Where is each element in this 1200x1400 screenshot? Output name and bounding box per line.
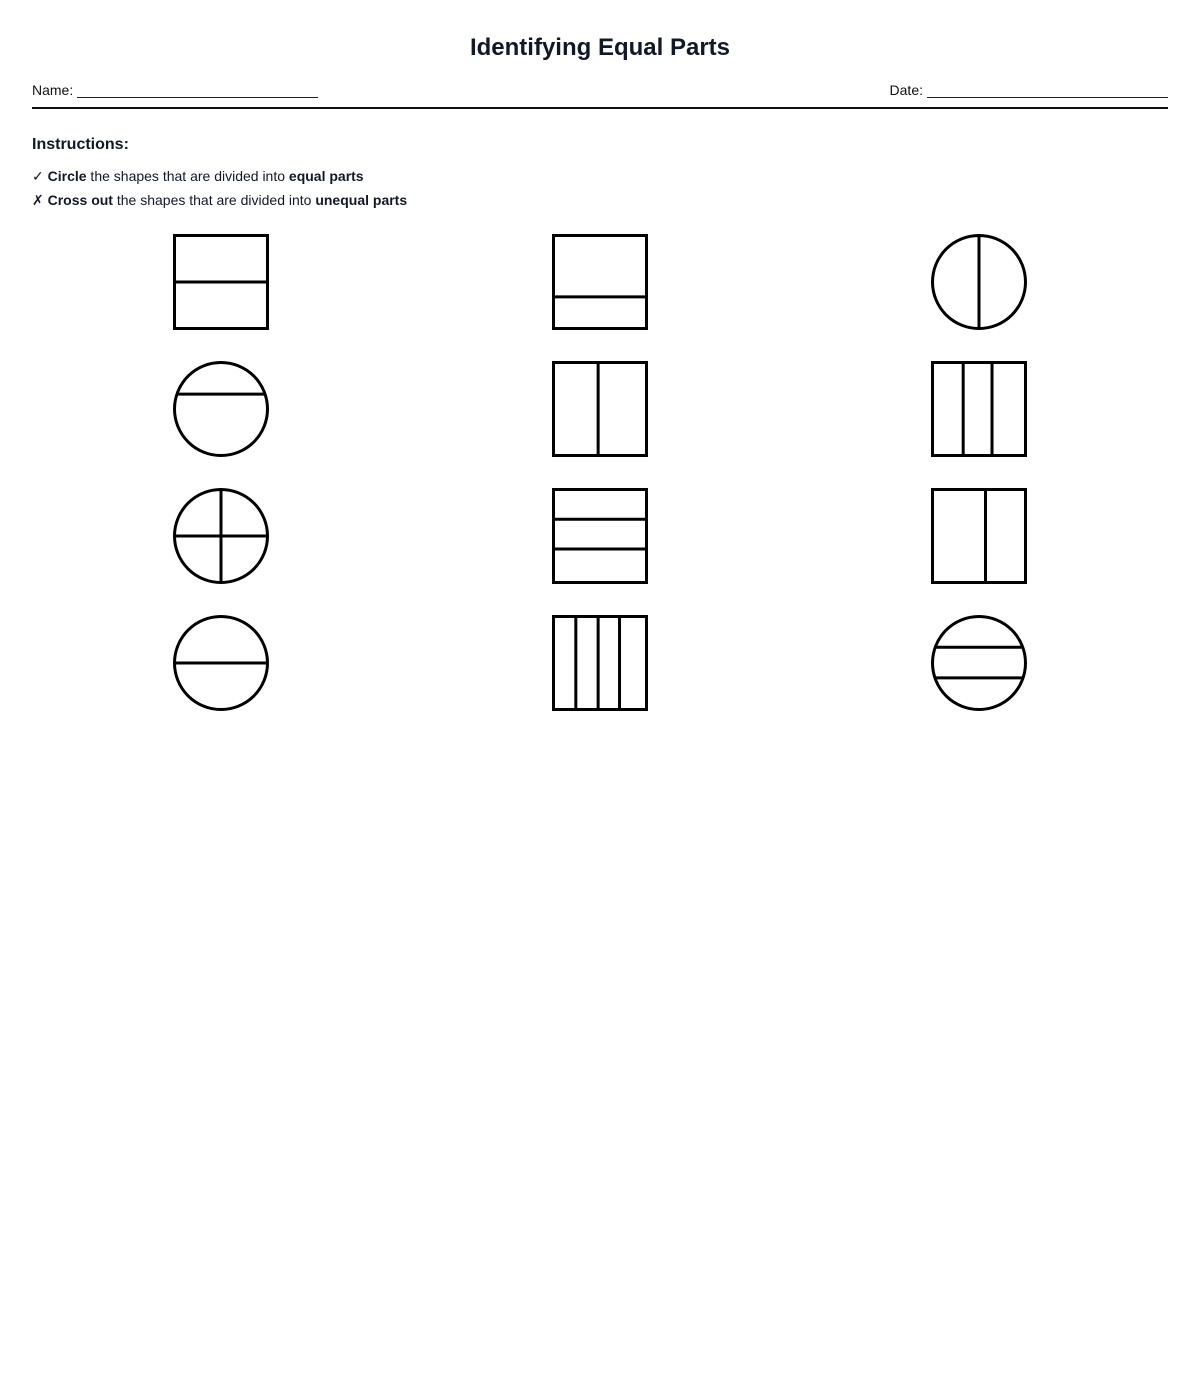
shape-r1c1[interactable] bbox=[175, 236, 268, 329]
shape-r2c1[interactable] bbox=[175, 363, 268, 456]
instruction-emphasis: equal parts bbox=[288, 168, 364, 184]
shape-r2c3[interactable] bbox=[933, 363, 1026, 456]
shape-r3c1[interactable] bbox=[175, 490, 268, 583]
name-label: Name: bbox=[32, 82, 74, 98]
instruction-text: the shapes that are divided into bbox=[112, 192, 316, 208]
rectangle-outline bbox=[933, 490, 1026, 583]
instructions-heading: Instructions: bbox=[32, 136, 129, 153]
rectangle-outline bbox=[554, 617, 647, 710]
shape-r3c2[interactable] bbox=[554, 490, 647, 583]
shape-r4c1[interactable] bbox=[175, 617, 268, 710]
instruction-verb: Cross out bbox=[47, 192, 113, 208]
cross-mark-icon: ✗ bbox=[32, 192, 44, 208]
shape-r3c3[interactable] bbox=[933, 490, 1026, 583]
date-label: Date: bbox=[889, 82, 923, 98]
shape-r4c3[interactable] bbox=[933, 617, 1026, 710]
circle-outline bbox=[175, 363, 268, 456]
instruction-verb: Circle bbox=[47, 168, 87, 184]
rectangle-outline bbox=[933, 363, 1026, 456]
shape-r1c3[interactable] bbox=[933, 236, 1026, 329]
circle-outline bbox=[933, 617, 1026, 710]
rectangle-outline bbox=[554, 490, 647, 583]
shape-r4c2[interactable] bbox=[554, 617, 647, 710]
rectangle-outline bbox=[554, 236, 647, 329]
shape-r2c2[interactable] bbox=[554, 363, 647, 456]
rectangle-outline bbox=[554, 363, 647, 456]
shape-r1c2[interactable] bbox=[554, 236, 647, 329]
worksheet-title: Identifying Equal Parts bbox=[469, 34, 731, 61]
check-mark-icon: ✓ bbox=[32, 168, 44, 184]
instruction-emphasis: unequal parts bbox=[315, 192, 408, 208]
instruction-text: the shapes that are divided into bbox=[86, 168, 289, 184]
